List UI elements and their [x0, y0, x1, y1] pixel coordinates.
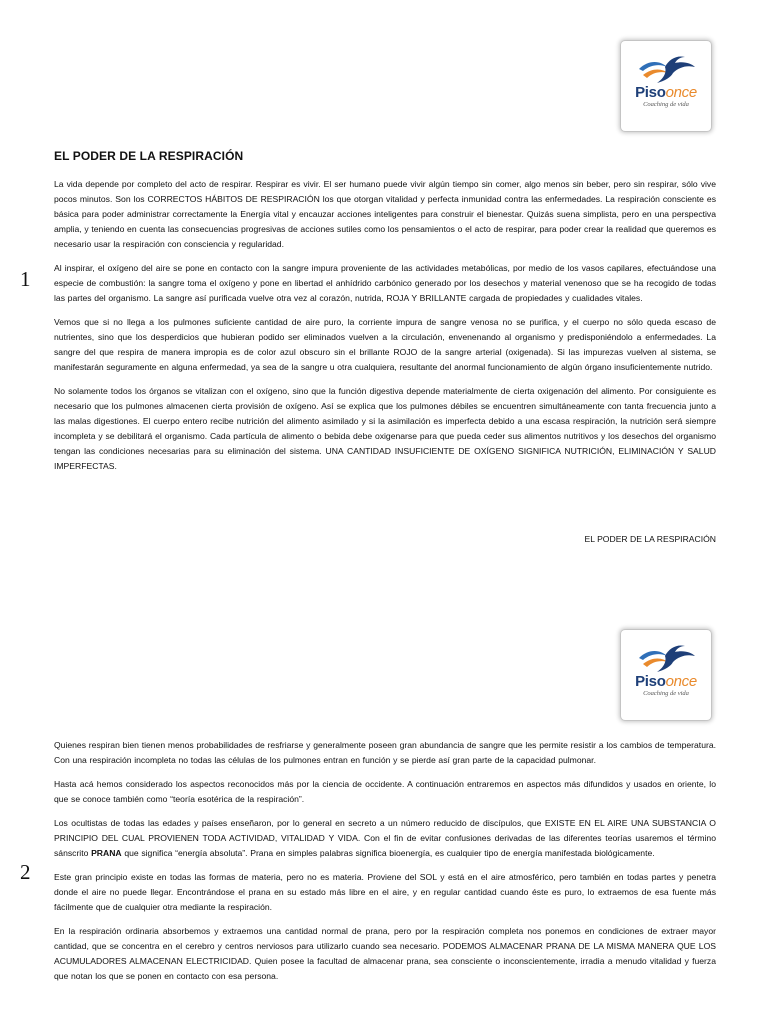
page1-body [54, 177, 716, 483]
bird-logo-icon [635, 640, 697, 674]
brand-logo [621, 630, 711, 720]
bird-logo-icon [635, 51, 697, 85]
text-span: Los ocultistas de todas las edades y países enseñaron, por lo general en secreto a un número reducido de discípulos, que EXISTE EN EL AIRE UNA SUBSTANCIA O PRINCIPIO DEL CUAL PROVIENEN TODA ACTIVIDAD, VITALIDAD Y VIDA. Con el fin de evitar confusiones derivadas de las diferentes teorías usaremos el término sánscrito [54, 818, 716, 858]
paragraph: Vemos que si no llega a los pulmones suficiente cantidad de aire puro, la corriente impura de sangre venosa no se purifica, y el cuerpo no sólo queda escaso de nutrientes, sino que los desperdicios que hubieran podido ser eliminados vuelven a la circulación, envenenando al organismo y predisponiéndolo a enfermedades. La sangre del que respira de manera impropia es de color azul obscuro sin el brillante ROJO de la sangre arterial (oxigenada). Si las impurezas vuelven al sistema, se manifestarán seguramente en alguna enfermedad, ya sea de la sangre u otra cualquiera, resultante del anormal funcionamiento de algún órgano insuficientemente nutrido. [54, 317, 716, 372]
paragraph: No solamente todos los órganos se vitalizan con el oxígeno, sino que la función digestiva depende materialmente de cierta oxigenación del alimento. Por consiguiente es necesario que los pulmones almacenen cierta provisión de oxígeno. Así se explica que los pulmones débiles se encuentren simultáneamente con tanta frecuencia junto a las malas digestiones. El cuerpo entero recibe nutrición del alimento asimilado y si la asimilación es imperfecta debido a una escasa respiración, la nutrición será siempre incompleta y se debilitará el organismo. Cada partícula de alimento o bebida debe oxigenarse para que pueda ceder sus alimentos nutritivos y los desechos del organismo tengan las condiciones necesarias para su eliminación del sistema. UNA CANTIDAD INSUFICIENTE DE OXÍGENO SIGNIFICA NUTRICIÓN, ELIMINACIÓN Y SALUD IMPERFECTAS. [54, 386, 716, 471]
paragraph: Al inspirar, el oxígeno del aire se pone en contacto con la sangre impura proveniente de las actividades metabólicas, por medio de los vasos capilares, efectuándose una especie de combustión: la sangre toma el oxígeno y pone en libertad el anhídrido carbónico generado por los desechos y material venenoso que se ha recogido de todas las partes del organismo. La sangre así purificada vuelve otra vez al corazón, nutrida, ROJA Y BRILLANTE cargada de propiedades y cualidades vitales. [54, 263, 716, 303]
paragraph: Hasta acá hemos considerado los aspectos reconocidos más por la ciencia de occidente. A continuación entraremos en aspectos más difundidos y usados en oriente, lo que se conoce también como “teoría esotérica de la respiración”. [54, 779, 716, 804]
page-number: 1 [20, 267, 31, 291]
page-number: 2 [20, 860, 31, 884]
page2-body [54, 738, 716, 993]
paragraph [54, 816, 716, 861]
document-title: EL PODER DE LA RESPIRACIÓN [54, 149, 244, 163]
paragraph: Quienes respiran bien tienen menos probabilidades de resfriarse y generalmente poseen gran abundancia de sangre que les permite resistir a los cambios de temperatura. Con una respiración incompleta no todas las células de los pulmones entran en función y se pierde así gran parte de la capacidad pulmonar. [54, 740, 716, 765]
brand-wordmark: Pisoonce [635, 84, 697, 101]
brand-tagline: Coaching de vida [643, 690, 689, 697]
brand-wordmark: Pisoonce [635, 673, 697, 690]
brand-logo [621, 41, 711, 131]
paragraph: En la respiración ordinaria absorbemos y extraemos una cantidad normal de prana, pero por la respiración completa nos ponemos en condiciones de extraer mayor cantidad, que se concentra en el cerebro y centros nerviosos para utilizarlo cuando sea necesario. PODEMOS ALMACENAR PRANA DE LA MISMA MANERA QUE LOS ACUMULADORES ALMACENAN ELECTRICIDAD. Quien posee la facultad de almacenar prana, sea consciente o inconscientemente, irradia a menudo vitalidad y fuerza que notan los que se ponen en contacto con esa persona. [54, 926, 716, 981]
brand-tagline: Coaching de vida [643, 101, 689, 108]
text-span: que significa “energía absoluta”. Prana en simples palabras significa bioenergía, es cualquier tipo de energía manifestada biológicamente. [121, 848, 655, 858]
page-footer: EL PODER DE LA RESPIRACIÓN [584, 534, 716, 544]
bold-term: PRANA [91, 848, 122, 858]
paragraph: La vida depende por completo del acto de respirar. Respirar es vivir. El ser humano puede vivir algún tiempo sin comer, algo menos sin beber, pero sin respirar, sólo vive pocos minutos. Son los CORRECTOS HÁBITOS DE RESPIRACIÓN los que otorgan vitalidad y perfecta inmunidad contra las enfermedades. La respiración consciente es básica para poder administrar correctamente la Energía vital y encauzar acciones inteligentes para construir el bienestar. Quizás suena simplista, pero en una perspectiva amplia, y teniendo en cuenta las consecuencias progresivas de acciones sutiles como los pensamientos o el acto de respirar, para poder crear la realidad que queremos es necesario usar la respiración con consciencia y regularidad. [54, 179, 716, 249]
paragraph: Este gran principio existe en todas las formas de materia, pero no es materia. Proviene del SOL y está en el aire atmosférico, pero también en todas partes y penetra donde el aire no puede llegar. Encontrándose el prana en su estado más libre en el aire, y en regular cantidad cuando éste es puro, lo extraemos de esa fuente más fácilmente que de cualquier otra mediante la respiración. [54, 872, 716, 912]
